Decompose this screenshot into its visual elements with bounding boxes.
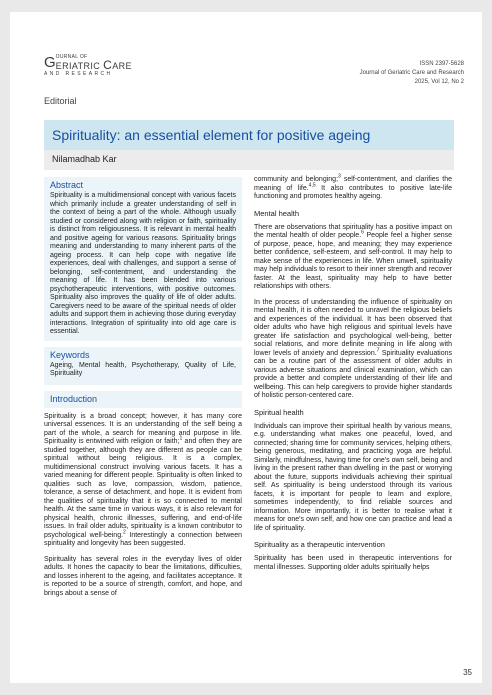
abstract-text: Spirituality is a multidimensional concept with various facets which primarily include a greater understanding of self in the context of being a part of the whole. Although usually studied or considered along with religion or faith, spirituality is distinct from religiousness. It is relevant in mental health and positive ageing for various reasons. Spirituality brings meaning and understanding to many inherent parts of the ageing process. It can help cope with negative life experiences, deal with challenges, and support a sense of belonging, self-contentment, and understanding the meaning of life. It has been blended into various psychotherapeutic interventions, with positive outcomes. Spirituality also improves the quality of life of older adults. Caregivers need to be aware of the spiritual needs of older adults and support them in achieving those during everyday interactions. Integration of spirituality into old age care is essential. — [50, 192, 236, 335]
spiritual-health-paragraph: Individuals can improve their spiritual health by various means, e.g. understanding what makes one peaceful, loved, and connected; sharing time for community services, helping others, being generous, meditating, and practicing yoga are helpful. Similarly, mindfulness, having time for one's own self, being and living in the present rather than dwelling in the past or worrying about the future, supports individuals achieving their spiritual self. As spirituality is being understood through its various facets, it is important for people to learn and explore, sometimes independently, to find reliable sources and information. More importantly, it is better to realise what it means for one's own self, and how one can practice and lead a life of spirituality. — [254, 422, 452, 532]
intro-paragraph-1: Spirituality is a broad concept; however, it has many core universal essences. It is an understanding of the self being a part of the whole, a search for meaning and purpose in life. Spirituality is entwined with religion or faith;$^1$ and often they are studied together, although they are different as people can be spiritual without being religious. It is a complex, multidimensional construct involving various facets. It has a varied meaning for different people. Spirituality is often linked to qualities such as love, compassion, wisdom, patience, tolerance, a sense of detachment, and hope. It is evident from the qualities of spirituality that it is so connected to mental health. At the same time in various ways, it is also relevant for physical health, chronic illnesses, suffering, and end-of-life issues. In frail older adults, spirituality is a known contributor to psychological well-being.$^2$ Interestingly a connection between spirituality and longevity has been suggested. — [44, 412, 242, 547]
keywords-box — [44, 347, 242, 385]
influence-paragraph: In the process of understanding the influence of spirituality on mental health, it is often needed to unravel the religious beliefs and experiences of the individual. It has been observed that older adults who have high religious and spiritual levels have greater life satisfaction and psychological well-being, better social relations, and more definite meaning in life along with lower levels of anxiety and depression.$^7$ Spirituality evaluations can be a routine part of the assessment of older adults in various adverse situations and clinical examination, which can provide a better and complete understanding of their life and wellbeing. This can help caregivers to provide higher standards of holistic person-centered care. — [254, 298, 452, 399]
heading-spiritual-health: Spiritual health — [254, 407, 304, 417]
issn: ISSN 2397-5628 — [419, 61, 464, 67]
keywords-text: Ageing, Mental health, Psychotherapy, Quality of Life, Spirituality — [50, 361, 236, 377]
heading-mental-health: Mental health — [254, 208, 300, 218]
keywords-heading: Keywords — [50, 349, 90, 360]
introduction-heading-box — [44, 391, 242, 408]
author-name: Nilamadhab Kar — [52, 154, 117, 164]
right-column — [254, 173, 452, 579]
article-title: Spirituality: an essential element for positive ageing — [52, 127, 371, 143]
title-bar — [44, 120, 454, 150]
page-number: 35 — [463, 668, 472, 677]
journal-meta — [360, 60, 464, 87]
heading-therapeutic: Spirituality as a therapeutic intervention — [254, 540, 385, 549]
volume-info: 2025, Vol 12, No 2 — [414, 79, 464, 85]
left-column — [44, 177, 242, 605]
mental-health-paragraph: There are observations that spirituality has a positive impact on the mental health of older people.$^6$ People feel a higher sense of purpose, peace, hope, and meaning; they may experience better confidence, self-esteem, and self-control. It may help to make sense of the experiences in life. When unwell, spirituality may help individuals to resort to their inner strength and recover faster. At the least, spirituality may help to have better relationships with others. — [254, 223, 452, 290]
section-tag: Editorial — [44, 96, 77, 106]
therapeutic-paragraph: Spirituality has been used in therapeutic interventions for mental illnesses. Supporting older adults spiritually helps — [254, 555, 452, 571]
journal-logo-text: G OURNAL OF ERIATRIC CARE AND RESEARCH — [44, 54, 132, 77]
intro-paragraph-2: Spirituality has several roles in the everyday lives of older adults. It hones the capacity to bear the limitations, difficulties, and losses inherent to the ageing, and facilitates acceptance. It is reported to be a source of strength, comfort, and hope, and brings about a sense of — [44, 555, 242, 597]
journal-page — [10, 12, 482, 683]
abstract-box — [44, 177, 242, 341]
right-paragraph-0: community and belonging;$^3$ self-contentment, and clarifies the meaning of life.$^{4,5}$ It also contributes to positive late-life functioning and promotes healthy ageing. — [254, 173, 452, 200]
abstract-heading: Abstract — [50, 180, 84, 190]
journal-logo-subtitle: AND RESEARCH — [44, 71, 113, 77]
author-bar — [44, 150, 454, 170]
journal-name: Journal of Geriatric Care and Research — [359, 70, 464, 76]
introduction-heading: Introduction — [50, 393, 98, 404]
